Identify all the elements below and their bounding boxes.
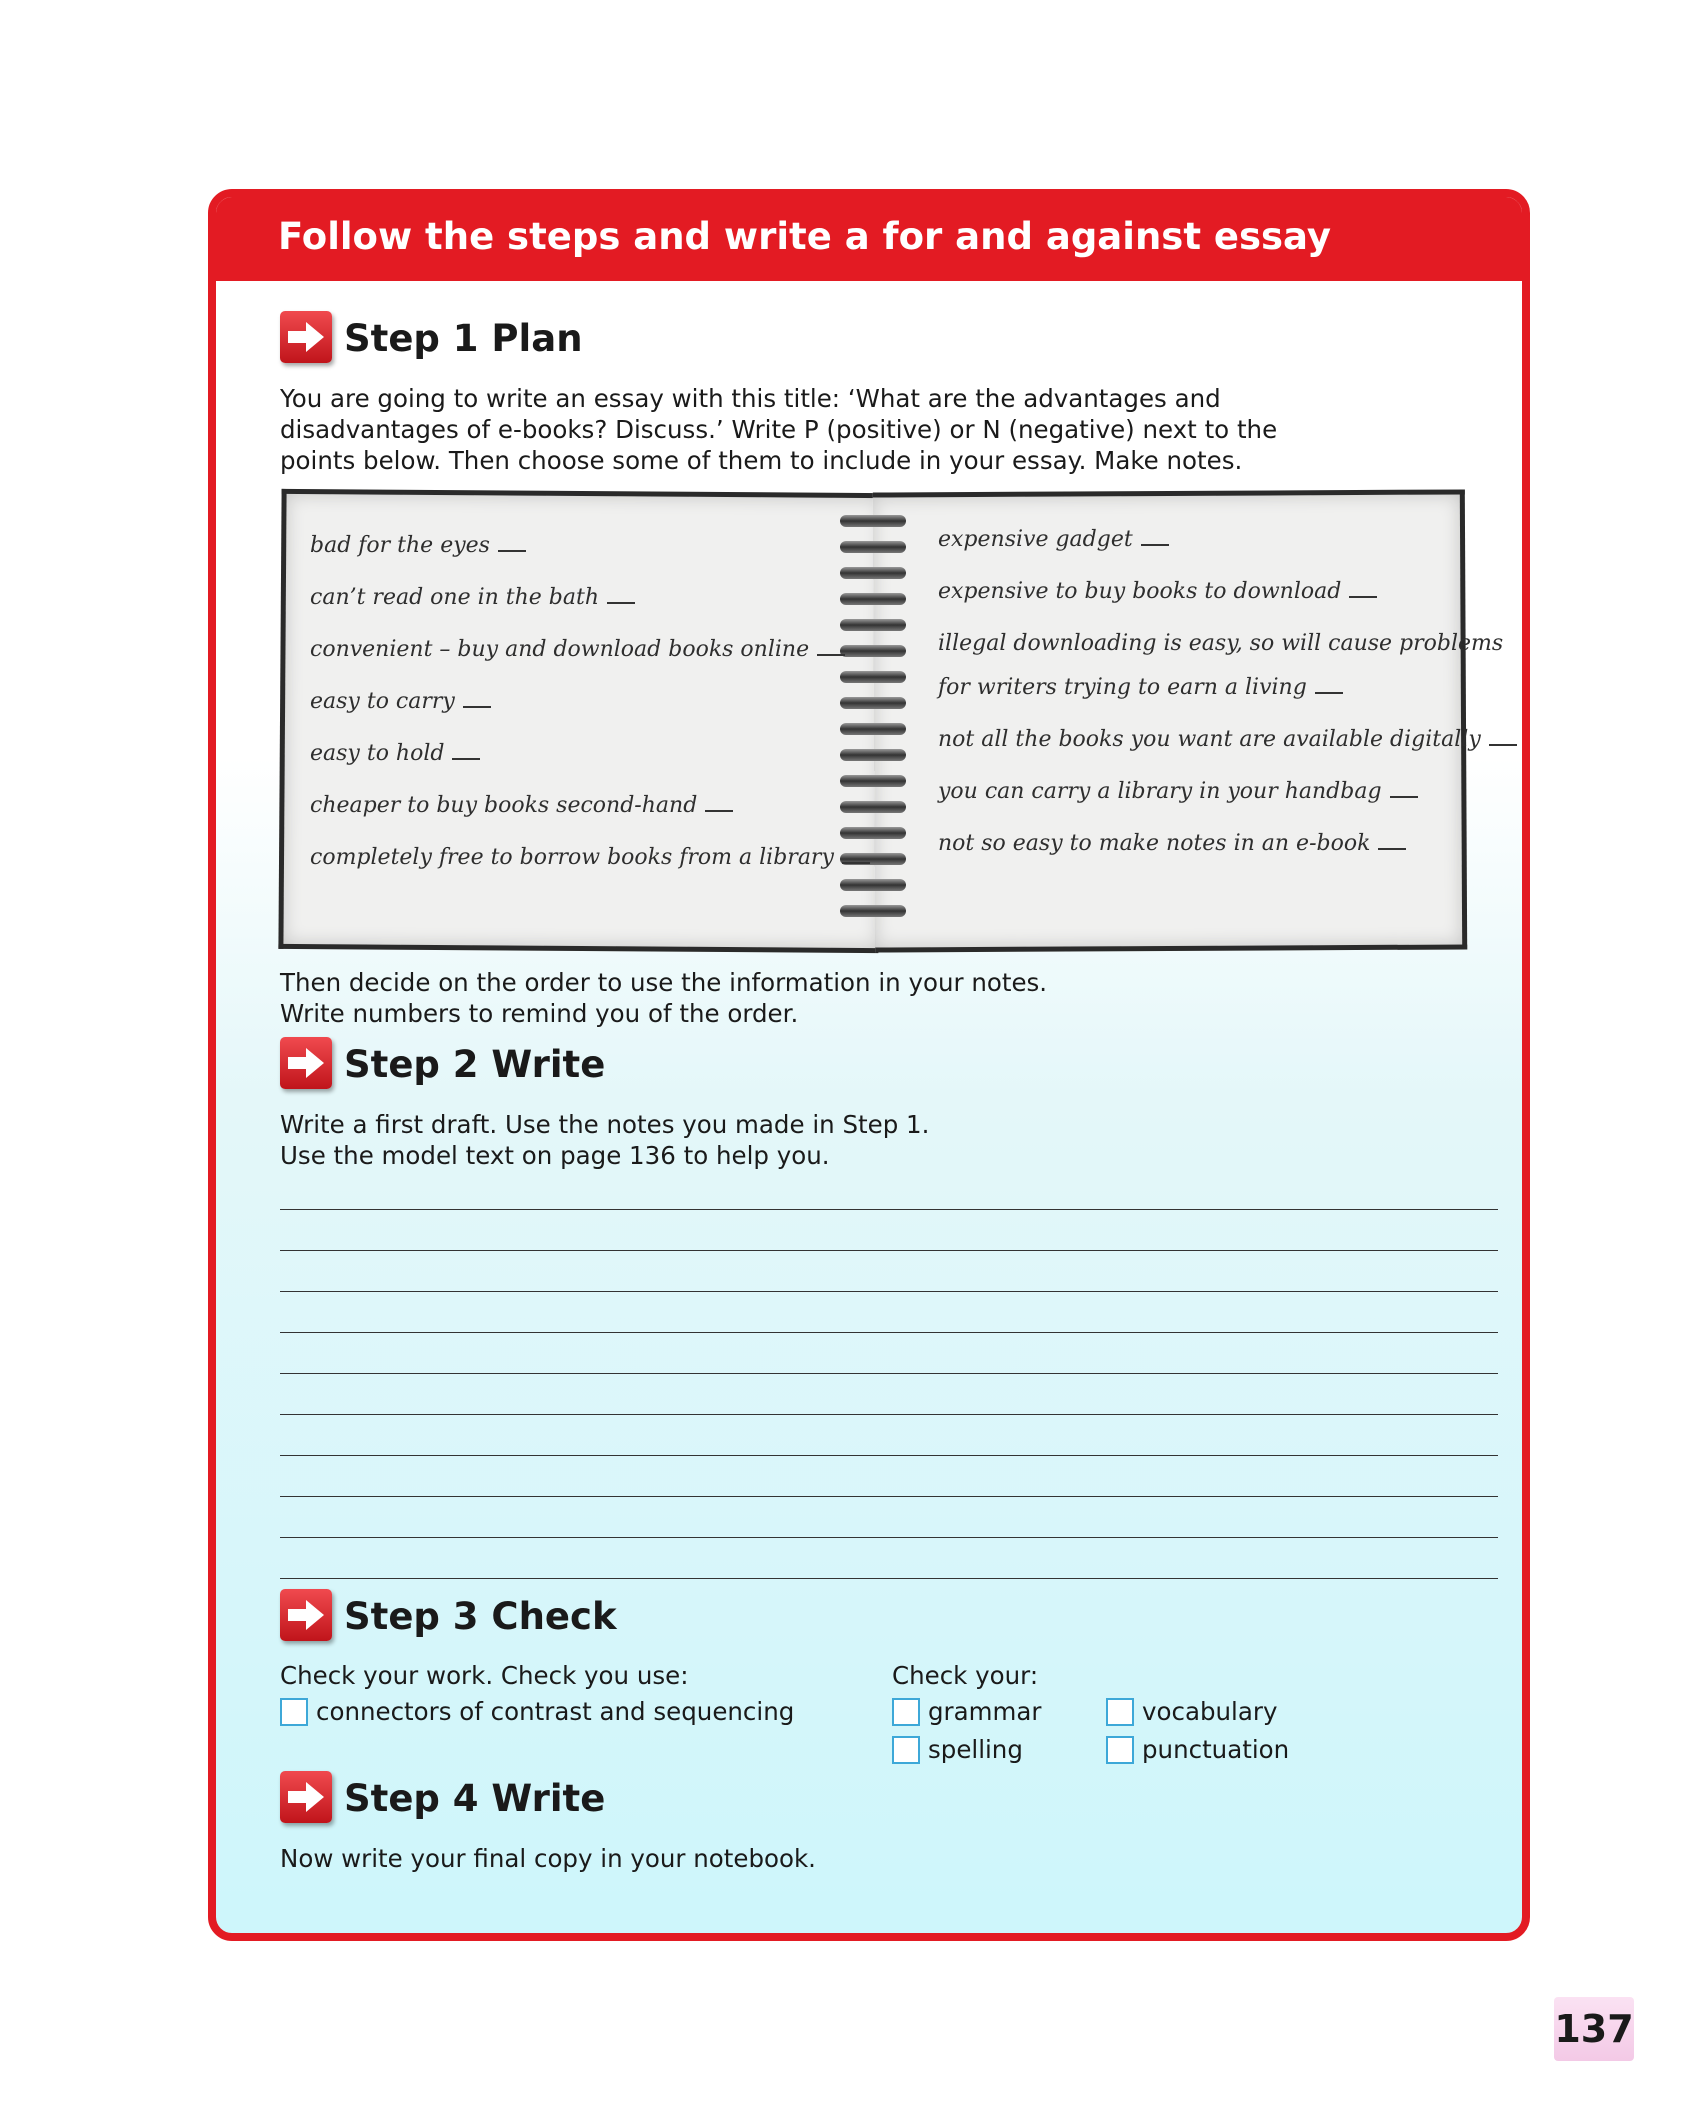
note-left (310, 689, 491, 714)
note-right (938, 579, 1377, 604)
spiral-ring (840, 697, 906, 709)
note-text: cheaper to buy books second-hand (310, 793, 698, 818)
spiral-ring (840, 827, 906, 839)
step4-text: Now write your final copy in your notebook. (280, 1844, 816, 1873)
spiral-ring (840, 619, 906, 631)
spiral-ring (840, 775, 906, 787)
note-text: not all the books you want are available digitally (938, 727, 1481, 752)
note-right (938, 631, 1503, 656)
check-item-connectors (280, 1697, 794, 1726)
answer-blank[interactable] (817, 654, 845, 656)
checkbox[interactable] (892, 1736, 920, 1764)
note-text: convenient – buy and download books online (310, 637, 810, 662)
answer-blank[interactable] (842, 862, 870, 864)
check-item-label: grammar (928, 1697, 1042, 1726)
notebook-page-left (278, 489, 881, 953)
writing-line[interactable] (280, 1291, 1498, 1292)
writing-line[interactable] (280, 1373, 1498, 1374)
notebook-image (280, 491, 1504, 951)
answer-blank[interactable] (1489, 744, 1517, 746)
step1-intro-line: You are going to write an essay with this title: ‘What are the advantages and (280, 384, 1221, 413)
answer-blank[interactable] (1349, 596, 1377, 598)
note-left (310, 585, 635, 610)
note-left (310, 533, 526, 558)
writing-line[interactable] (280, 1455, 1498, 1456)
note-text: not so easy to make notes in an e-book (938, 831, 1371, 856)
check-your-label: Check your: (892, 1661, 1039, 1690)
checkbox[interactable] (1106, 1698, 1134, 1726)
step1-intro-line: disadvantages of e-books? Discuss.’ Write P (positive) or N (negative) next to the (280, 415, 1278, 444)
note-text: completely free to borrow books from a library (310, 845, 834, 870)
note-left (310, 637, 845, 662)
arrow-right-icon (280, 1589, 332, 1641)
spiral-ring (840, 567, 906, 579)
note-left (310, 845, 870, 870)
note-left (310, 793, 733, 818)
answer-blank[interactable] (1390, 796, 1418, 798)
note-text: illegal downloading is easy, so will cause problems (938, 631, 1504, 656)
check-item-spelling (892, 1735, 1023, 1764)
checkbox[interactable] (1106, 1736, 1134, 1764)
answer-blank[interactable] (1378, 848, 1406, 850)
spiral-ring (840, 723, 906, 735)
spiral-ring (840, 515, 906, 527)
spiral-ring (840, 593, 906, 605)
step3-title: Step 3 Check (344, 1595, 617, 1638)
note-left (310, 741, 480, 766)
panel-title: Follow the steps and write a for and against essay (278, 215, 1331, 258)
answer-blank[interactable] (463, 706, 491, 708)
step2-text-line: Write a first draft. Use the notes you made in Step 1. (280, 1110, 930, 1139)
writing-line[interactable] (280, 1414, 1498, 1415)
spiral-ring (840, 749, 906, 761)
check-work-label: Check your work. Check you use: (280, 1661, 689, 1690)
note-right (938, 727, 1517, 752)
step1-after-line: Write numbers to remind you of the order. (280, 999, 799, 1028)
check-item-grammar (892, 1697, 1041, 1726)
checkbox[interactable] (892, 1698, 920, 1726)
step1-intro-line: points below. Then choose some of them to include in your essay. Make notes. (280, 446, 1243, 475)
check-item-label: vocabulary (1142, 1697, 1278, 1726)
note-text: easy to hold (310, 741, 445, 766)
spiral-ring (840, 671, 906, 683)
arrow-right-icon (280, 311, 332, 363)
note-right (938, 779, 1418, 804)
step2-text-line: Use the model text on page 136 to help you. (280, 1141, 830, 1170)
note-text: bad for the eyes (310, 533, 490, 558)
arrow-right-icon (280, 1037, 332, 1089)
answer-blank[interactable] (705, 810, 733, 812)
answer-blank[interactable] (607, 602, 635, 604)
step4-title: Step 4 Write (344, 1777, 606, 1820)
spiral-ring (840, 801, 906, 813)
arrow-right-icon (280, 1771, 332, 1823)
spiral-ring (840, 905, 906, 917)
check-item-label: connectors of contrast and sequencing (316, 1697, 795, 1726)
answer-blank[interactable] (1315, 692, 1343, 694)
writing-line[interactable] (280, 1537, 1498, 1538)
note-right (938, 831, 1406, 856)
check-item-vocabulary (1106, 1697, 1277, 1726)
note-right (938, 527, 1169, 552)
writing-line[interactable] (280, 1250, 1498, 1251)
note-text: easy to carry (310, 689, 455, 714)
page-number-badge (1554, 1997, 1634, 2061)
note-text: can’t read one in the bath (310, 585, 600, 610)
check-item-label: punctuation (1142, 1735, 1290, 1764)
spiral-ring (840, 645, 906, 657)
essay-panel (208, 189, 1530, 1941)
note-text: you can carry a library in your handbag (938, 779, 1382, 804)
note-text: expensive gadget (938, 527, 1133, 552)
spiral-ring (840, 879, 906, 891)
page-number: 137 (1554, 2007, 1634, 2051)
step1-title: Step 1 Plan (344, 317, 583, 360)
writing-line[interactable] (280, 1496, 1498, 1497)
check-item-punctuation (1106, 1735, 1289, 1764)
answer-blank[interactable] (1141, 544, 1169, 546)
writing-line[interactable] (280, 1578, 1498, 1579)
check-item-label: spelling (928, 1735, 1023, 1764)
answer-blank[interactable] (452, 758, 480, 760)
answer-blank[interactable] (498, 550, 526, 552)
note-text: for writers trying to earn a living (938, 675, 1307, 700)
writing-line[interactable] (280, 1332, 1498, 1333)
step1-after (280, 967, 1047, 1029)
writing-line[interactable] (280, 1209, 1498, 1210)
notebook-page-right (873, 489, 1467, 952)
note-right (938, 675, 1343, 700)
notebook-spiral (828, 501, 918, 951)
spiral-ring (840, 541, 906, 553)
step2-title: Step 2 Write (344, 1043, 606, 1086)
step1-after-line: Then decide on the order to use the information in your notes. (280, 968, 1048, 997)
step1-intro (280, 383, 1277, 476)
panel-header (216, 197, 1522, 281)
checkbox[interactable] (280, 1698, 308, 1726)
step2-text (280, 1109, 929, 1171)
note-text: expensive to buy books to download (938, 579, 1342, 604)
